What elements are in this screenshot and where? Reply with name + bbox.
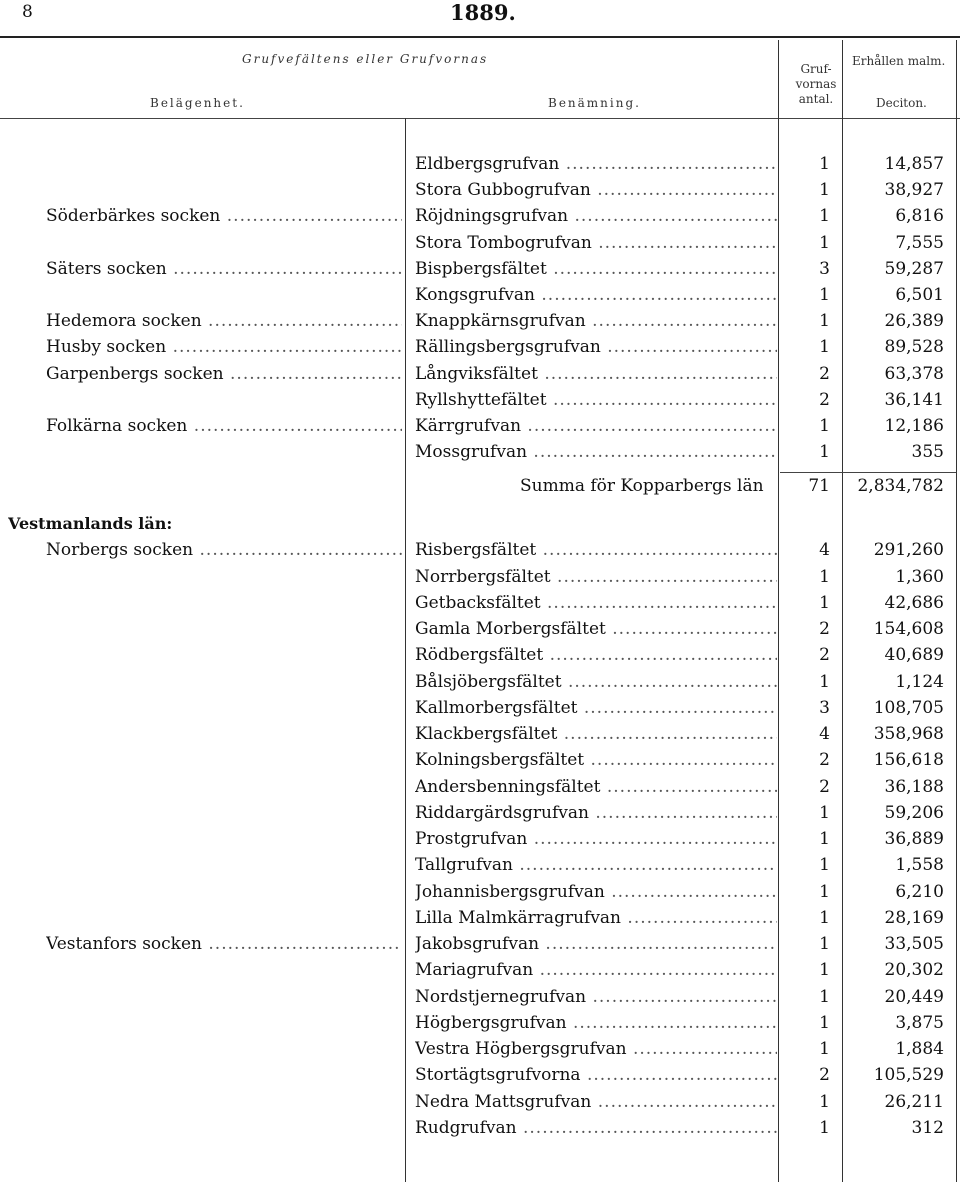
summa-value: 2,834,782 [857,476,944,497]
row-mine-name: Ryllshyttefältet ..... [415,390,777,410]
summa-rule [780,472,956,473]
table-row [0,960,960,986]
row-location: Norbergs socken ..... [46,540,402,560]
header-antal: Gruf- vornas antal. [795,62,837,106]
row-mine-count: 1 [819,960,830,981]
table-row [0,645,960,671]
row-mine-name: Röjdningsgrufvan ..... [415,206,777,226]
table-row [0,934,960,960]
header-erhallen: Erhållen malm. [852,54,946,68]
table-row [0,540,960,566]
row-ore-deciton: 38,927 [884,180,944,201]
row-location: Husby socken ..... [46,337,402,357]
row-mine-count: 1 [819,881,830,902]
row-ore-deciton: 1,360 [895,566,944,587]
header-main-label: Grufvefältens eller Grufvornas [242,52,489,66]
table-row [0,855,960,881]
table-row [0,908,960,934]
row-mine-name: Riddargärdsgrufvan ..... [415,803,777,823]
row-ore-deciton: 6,816 [895,206,944,227]
row-ore-deciton: 63,378 [884,363,944,384]
row-mine-count: 1 [819,337,830,358]
table-row [0,390,960,416]
table-row [0,777,960,803]
row-mine-name: Rällingsbergsgrufvan ..... [415,337,777,357]
row-mine-count: 1 [819,206,830,227]
table-row [0,698,960,724]
table-row [0,259,960,285]
row-mine-name: Gamla Morbergsfältet ..... [415,619,777,639]
row-mine-name: Nordstjernegrufvan ..... [415,987,777,1007]
row-mine-count: 1 [819,934,830,955]
row-ore-deciton: 42,686 [884,592,944,613]
table-row [0,154,960,180]
row-location: Hedemora socken ..... [46,311,402,331]
row-mine-count: 1 [819,442,830,463]
header-belagenhet: Belägenhet. [150,96,245,110]
row-mine-count: 2 [819,1065,830,1086]
row-mine-count: 2 [819,750,830,771]
row-location: Garpenbergs socken ..... [46,364,402,384]
row-location: Söderbärkes socken ..... [46,206,402,226]
row-mine-count: 1 [819,1012,830,1033]
table-row [0,593,960,619]
table-row [0,442,960,468]
table-row [0,337,960,363]
row-ore-deciton: 312 [911,1117,944,1138]
header-benamning: Benämning. [548,96,641,110]
section-title-text: Vestmanlands län: [8,514,173,534]
row-ore-deciton: 14,857 [884,154,944,174]
row-mine-count: 1 [819,855,830,876]
row-ore-deciton: 26,389 [884,311,944,332]
row-mine-name: Kallmorbergsfältet ..... [415,698,777,718]
table-row [0,233,960,259]
row-mine-count: 1 [819,416,830,436]
row-mine-name: Vestra Högbergsgrufvan ..... [415,1039,777,1059]
row-ore-deciton: 33,505 [884,934,944,955]
row-mine-name: Långviksfältet ..... [415,364,777,384]
row-mine-name: Nedra Mattsgrufvan ..... [415,1092,777,1112]
table-row [0,1118,960,1144]
row-mine-count: 1 [819,671,830,692]
table-row [0,311,960,337]
row-ore-deciton: 355 [911,442,944,463]
row-mine-count: 2 [819,389,830,410]
row-mine-name: Johannisbergsgrufvan ..... [415,882,777,902]
row-mine-count: 1 [819,154,830,174]
row-ore-deciton: 40,689 [884,645,944,666]
row-mine-name: Kongsgrufvan ..... [415,285,777,305]
row-ore-deciton: 3,875 [895,1012,944,1033]
row-ore-deciton: 89,528 [884,337,944,358]
row-ore-deciton: 12,186 [884,416,944,436]
row-mine-count: 1 [819,986,830,1007]
row-mine-name: Klackbergsfältet ..... [415,724,777,744]
row-ore-deciton: 1,884 [895,1039,944,1060]
table-row [0,567,960,593]
row-mine-count: 1 [819,1039,830,1060]
row-mine-count: 3 [819,697,830,718]
row-ore-deciton: 36,141 [884,389,944,410]
row-mine-name: Risbergsfältet ..... [415,540,777,560]
row-mine-count: 1 [819,180,830,201]
row-ore-deciton: 1,124 [895,671,944,692]
row-ore-deciton: 20,449 [884,986,944,1007]
row-ore-deciton: 358,968 [873,724,944,745]
table-row [0,987,960,1013]
row-mine-name: Andersbenningsfältet ..... [415,777,777,797]
row-mine-name: Tallgrufvan ..... [415,855,777,875]
row-mine-count: 3 [819,258,830,279]
table-row [0,364,960,390]
row-ore-deciton: 20,302 [884,960,944,981]
row-mine-name: Eldbergsgrufvan ..... [415,154,777,174]
table-row [0,206,960,232]
row-mine-count: 2 [819,363,830,384]
summa-count: 71 [808,476,830,497]
table-row [0,882,960,908]
row-ore-deciton: 291,260 [873,540,944,561]
row-mine-name: Stora Tombogrufvan ..... [415,233,777,253]
row-mine-name: Stortägtsgrufvorna ..... [415,1065,777,1085]
table-row [0,672,960,698]
page-year: 1889. [450,0,516,25]
row-mine-name: Bålsjöbergsfältet ..... [415,672,777,692]
row-mine-name: Prostgrufvan ..... [415,829,777,849]
page-header [0,0,960,30]
row-ore-deciton: 7,555 [895,232,944,253]
row-mine-count: 2 [819,645,830,666]
row-ore-deciton: 6,210 [895,881,944,902]
table-row [0,1092,960,1118]
row-mine-count: 1 [819,1091,830,1112]
row-ore-deciton: 36,188 [884,776,944,797]
row-mine-name: Bispbergsfältet ..... [415,259,777,279]
row-ore-deciton: 154,608 [873,619,944,640]
row-ore-deciton: 36,889 [884,829,944,850]
table-row [0,829,960,855]
column-header [0,40,960,110]
row-ore-deciton: 6,501 [895,285,944,305]
table-row [0,1013,960,1039]
row-mine-name: Högbergsgrufvan ..... [415,1013,777,1033]
row-mine-name: Rödbergsfältet ..... [415,645,777,665]
row-location: Vestanfors socken ..... [46,934,402,954]
table-row [0,1039,960,1065]
row-ore-deciton: 108,705 [873,697,944,718]
row-mine-name: Getbacksfältet ..... [415,593,777,613]
row-ore-deciton: 59,206 [884,802,944,823]
row-mine-name: Lilla Malmkärragrufvan ..... [415,908,777,928]
row-mine-count: 1 [819,285,830,305]
row-mine-count: 1 [819,566,830,587]
row-location: Folkärna socken ..... [46,416,402,436]
row-mine-count: 1 [819,592,830,613]
row-ore-deciton: 26,211 [884,1091,944,1112]
row-mine-count: 4 [819,540,830,561]
page-number: 8 [22,2,33,22]
table-row [0,285,960,311]
row-ore-deciton: 156,618 [873,750,944,771]
row-mine-count: 1 [819,802,830,823]
row-mine-count: 1 [819,311,830,332]
row-ore-deciton: 105,529 [873,1065,944,1086]
row-mine-count: 1 [819,232,830,253]
table-row [0,619,960,645]
row-mine-count: 1 [819,907,830,928]
row-mine-count: 2 [819,619,830,640]
row-ore-deciton: 28,169 [884,907,944,928]
row-mine-name: Mossgrufvan ..... [415,442,777,462]
row-mine-name: Mariagrufvan ..... [415,960,777,980]
row-mine-name: Norrbergsfältet ..... [415,567,777,587]
row-ore-deciton: 59,287 [884,258,944,279]
row-mine-count: 1 [819,829,830,850]
row-mine-name: Kärrgrufvan ..... [415,416,777,436]
row-location: Säters socken ..... [46,259,402,279]
table-row [0,724,960,750]
table-row [0,180,960,206]
row-mine-name: Kolningsbergsfältet ..... [415,750,777,770]
table-row [0,416,960,442]
row-mine-count: 1 [819,1117,830,1138]
summa-row [0,476,960,502]
summa-label: Summa för Kopparbergs län [520,476,764,497]
row-mine-name: Stora Gubbogrufvan ..... [415,180,777,200]
row-mine-name: Knappkärnsgrufvan ..... [415,311,777,331]
table-row [0,1065,960,1091]
row-mine-name: Rudgrufvan ..... [415,1118,777,1138]
row-mine-count: 4 [819,724,830,745]
section-title [0,514,960,540]
table-row [0,803,960,829]
header-bottom-rule [0,118,960,119]
row-mine-count: 2 [819,776,830,797]
header-deciton: Deciton. [876,96,927,110]
table-row [0,750,960,776]
row-ore-deciton: 1,558 [895,855,944,876]
header-rule [0,36,960,38]
row-mine-name: Jakobsgrufvan ..... [415,934,777,954]
